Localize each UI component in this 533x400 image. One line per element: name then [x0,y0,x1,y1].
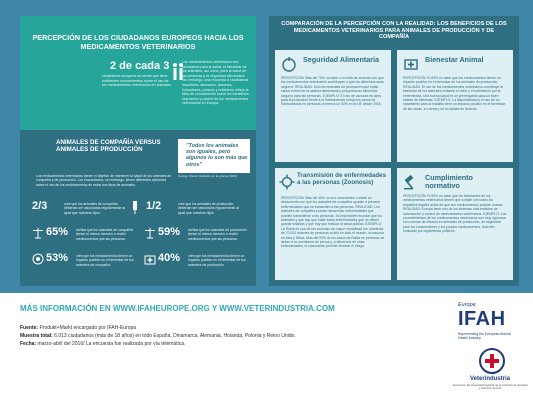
stat-two-of-three: 2 de cada 3 [110,60,170,72]
veterindustria-logo-icon [478,348,506,374]
card-animal-welfare [397,50,513,162]
veterindustria-logo: Veterindustria [469,376,510,382]
card-food-safety [275,50,391,162]
quote-attribution: George Orwell, Rebelión en la granja (1945) [178,174,237,178]
date-value: marzo-abril del 2016/ La encuesta fue realizada por vía telemática. [37,341,186,347]
orwell-quote: "Todos los animales son iguales, pero algunos lo son más que otros" [186,143,248,168]
stat-description: cree que los animales de compañía deberían ser vacunados regularmente al igual que nuestros hijos. [64,202,125,215]
food-icon [281,56,297,72]
ifah-europe-label: Europe [458,302,476,308]
source-label: Fuente: [20,325,39,331]
medicine-kit-icon [144,253,156,265]
companion-production-paragraph: Los medicamentos veterinarios tienen el objetivo de mantener la salud de los animales de compañía y de producción. Los encuestados, sin embargo, tienen diferentes opiniones sobre el uso de los medicamentos en estos dos tipos de animales. [36,174,172,187]
stat-description: cree que los medicamentos tienen un impacto positivo en el bienestar de los animales de compañía. [76,254,134,267]
intro-paragraph: Los medicamentos veterinarios son necesarios para la salud, el bienestar de los animales, así como, para la salud de las personas y la seguridad alimentaria. Sin embargo, una encuesta a ciudadanos españoles, alemanes, daneses, holandeses, polacos y británicos refleja la falta de conocimiento sobre los beneficios, regulación y control de los medicamentos veterinarios en Europa. [182,60,250,106]
right-panel-title: COMPARACIÓN DE LA PERCEPCIÓN CON LA REALIDAD: LOS BENEFICIOS DE LOS MEDICAMENTOS VETERINARIOS PARA ANIMALES DE PRODUCCIÓN Y DE COMPAÑÍA [281,21,507,41]
stat-value: 40% [158,252,181,264]
stat-description: señala que los animales de compañía tienen el mismo derecho a recibir medicamentos que las personas. [76,228,133,241]
card-text: PERCEPCIÓN: Más del 70% no sabe o no está de acuerdo con que los medicamentos veterinarios contribuyen a que los alimentos sean seguros. REALIDAD: Sólo los animales de producción que están sanos entran en la cadena alimentaria y proporcionan alimentos seguros para las personas. EJEMPLO: El uso de vacunas en aves para la protección frente a la Salmonelosis redujo los casos de Salmonelosis en personas al menos un 50% en la UE desde 2004. [281,76,384,107]
left-panel-title: PERCEPCIÓN DE LOS CIUDADANOS EUROPEOS HACIA LOS MEDICAMENTOS VETERINARIOS [32,33,244,51]
card-title: Cumplimiento normativo [425,173,473,190]
source-value: Produkt+Markt encargado por IFAH-Europa [39,325,137,331]
gavel-icon [403,174,419,190]
stat-two-of-three-text: ciudadanos europeos se siente que tiene suficientes conocimientos sobre el uso de los medicamentos veterinarios en animales [102,74,171,88]
companion-vs-production-title: ANIMALES DE COMPAÑÍA VERSUS ANIMALES DE PRODUCCIÓN [56,139,161,154]
ifah-tagline: Representing the European Animal Health Industry [458,332,511,340]
card-title: Bienestar Animal [425,55,484,64]
stat-description: cree que los animales de producción deberían ser vacunados regularmente al igual que nuestros hijos. [178,202,239,215]
syringe-icon [130,200,140,214]
stat-value: 53% [46,252,69,264]
orwell-quote-box [178,139,250,173]
paw-icon [403,56,419,72]
card-regulatory-compliance [397,168,513,280]
stat-description: señala que los animales de producción tienen el mismo derecho a recibir medicamentos que las personas. [188,228,247,241]
card-zoonosis [275,168,391,280]
source-line [20,325,136,331]
right-panel [269,16,519,286]
veterindustria-tagline: Asociación Empresarial Española de la Industria de Sanidad y Nutrición Animal [452,383,528,391]
more-info-link[interactable]: MÁS INFORMACIÓN EN WWW.IFAHEUROPE.ORG Y WWW.VETERINDUSTRIA.COM [20,304,335,313]
date-line [20,341,185,347]
left-panel [20,16,256,286]
stat-value: 65% [46,226,69,238]
stat-description: cree que los medicamentos tienen un impacto positivo en el bienestar de los animales de producción. [188,254,246,267]
sample-label: Muestra total: [20,333,53,339]
card-text: PERCEPCIÓN: Más del 40% no son conscientes o están en desacuerdo con que los animales de compañía ayudan a prevenir enfermedades que se transmiten a las personas. REALIDAD: Los animales de compañía pueden desarrollar enfermedades que pueden transmitirse a las personas. Es importante recordar que los animales y que hay que tratar estas enfermedades que no deben quedar tratadas y que hay que evaluar la salud pública. EJEMPLO: La Rabia es una de las zoonosis de mayor mortalidad con alrededor de 70.000 muertes de personas al año en todo el mundo, la mayoría en Asia y África. Más del 99% de los casos de Rabia en personas se deben a la mordedura de perros y, a diferencia de otras enfermedades, la vacunación permite eliminar el riesgo. [281,196,385,249]
sample-value: 6.013 ciudadanos (más de 18 años) en todo España, Dinamarca, Alemania, Holanda, Polonia y Reino Unido. [54,333,296,339]
card-text: PERCEPCIÓN: El 60% no sabe que los medicamentos tienen un impacto positivo en el bienestar de los animales de producción. REALIDAD: El uso de los medicamentos veterinarios contribuye al bienestar de los animales evitando el dolor y el sufrimiento por la enfermedad. Una buena salud es un prerrequisito para un buen estado de bienestar. EJEMPLO: La disponibilidad y el uso de un tratamiento para la mastitis tiene un impacto positivo en el bienestar de las vacas, en cierta y en la calidad de la leche. [403,76,506,111]
animal-icon [32,253,44,265]
card-title: Transmisión de enfermedades a las personas (Zoonosis) [297,172,387,186]
virus-icon [279,174,295,190]
card-title: Seguridad Alimentaria [303,55,380,64]
ifah-logo: IFAH [458,308,506,330]
stat-value: 59% [158,226,181,238]
card-text: PERCEPCIÓN: El 50% no sabe que los fabricantes de los medicamentos veterinarios tienen que cumplir con todos los requisitos legales antes de que sus medicamentos puedan usarse. REALIDAD: Europa tiene uno de los sistemas más estrictos de autorización y control de medicamentos veterinarios. EJEMPLO: Los procedimientos de los medicamentos veterinarios son muy rigurosos con normas de eficacia en animales de producción, de seguridad para los consumidores y los propios medicamentos, todo ello evaluado por organismos públicos. [403,194,507,234]
scale-icon [144,227,156,239]
date-label: Fecha: [20,341,37,347]
stat-value: 1/2 [146,200,162,212]
scale-icon [32,227,44,239]
sample-line [20,333,296,339]
stat-value: 2/3 [32,200,48,212]
